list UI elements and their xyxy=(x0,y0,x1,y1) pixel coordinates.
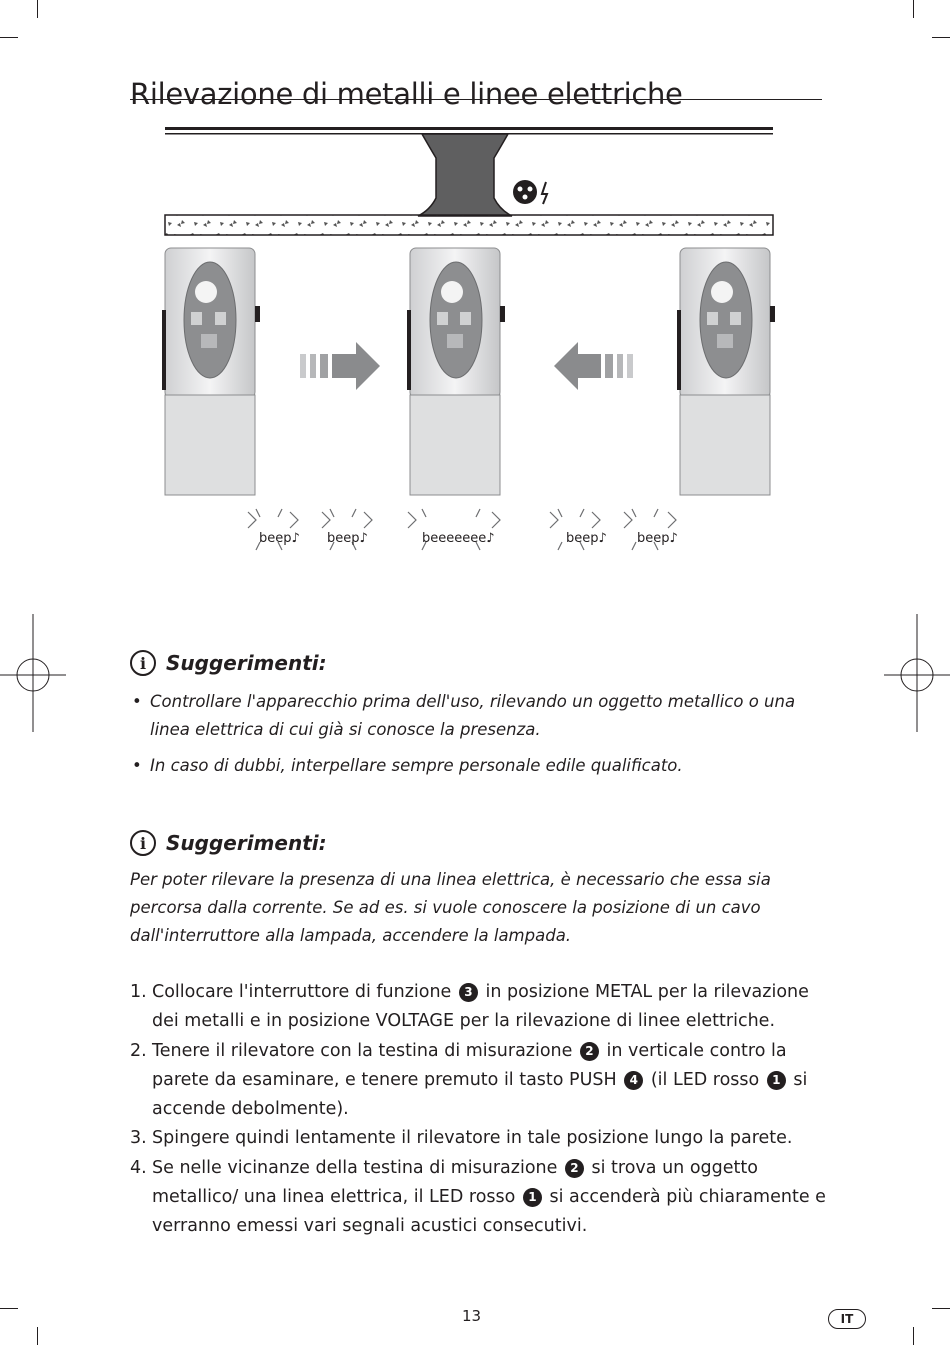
ref-number-icon: 3 xyxy=(459,983,478,1002)
info-icon: i xyxy=(130,650,156,676)
tip-bullet: • In caso di dubbi, interpellare sempre personale edile qualificato. xyxy=(130,752,830,780)
tips-heading-1: i Suggerimenti: xyxy=(130,650,327,676)
step-item: 3. Spingere quindi lentamente il rilevatore in tale posizione lungo la parete. xyxy=(130,1128,793,1149)
step-item: 1. Collocare l'interruttore di funzione 3 in posizione METAL per la rilevazione dei metalli e in posizione VOLTAGE per la rilevazione di linee elettriche. xyxy=(130,982,809,1032)
beep-label-4: beep♪ xyxy=(637,531,678,546)
ref-number-icon: 2 xyxy=(565,1159,584,1178)
tip-bullet: • Controllare l'apparecchio prima dell'uso, rilevando un oggetto metallico o una linea elettrica di cui già si conosce la presenza. xyxy=(130,688,830,744)
tips-heading-2: i Suggerimenti: xyxy=(130,830,327,856)
ref-number-icon: 1 xyxy=(523,1188,542,1207)
step-item: 2. Tenere il rilevatore con la testina di misurazione 2 in verticale contro la parete da esaminare, e tenere premuto il tasto PUSH 4 (il LED rosso 1 si accende debolmente). xyxy=(130,1040,808,1120)
info-icon: i xyxy=(130,830,156,856)
tips-paragraph: Per poter rilevare la presenza di una linea elettrica, è necessario che essa sia percorsa dalla corrente. Se ad es. si vuole conoscere la posizione di un cavo dall'interruttore alla lampada, accendere la lampada. xyxy=(130,870,771,945)
detector-illustration xyxy=(160,120,780,575)
page-title: Rilevazione di metalli e linee elettriche xyxy=(130,77,683,112)
ref-number-icon: 1 xyxy=(767,1071,786,1090)
ref-number-icon: 4 xyxy=(624,1071,643,1090)
beep-label-2: beep♪ xyxy=(327,531,368,546)
beep-label-3: beep♪ xyxy=(566,531,607,546)
beep-label-1: beep♪ xyxy=(259,531,300,546)
ref-number-icon: 2 xyxy=(580,1042,599,1061)
language-badge: IT xyxy=(828,1309,866,1329)
title-rule xyxy=(130,99,822,100)
page-number: 13 xyxy=(462,1307,482,1325)
step-item: 4. Se nelle vicinanze della testina di misurazione 2 si trova un oggetto metallico/ una linea elettrica, il LED rosso 1 si accenderà più chiaramente e verranno emessi vari segnali acustici consecutivi. xyxy=(130,1157,826,1237)
instruction-steps xyxy=(130,978,830,1242)
registration-mark-right xyxy=(880,610,950,740)
beep-label-long: beeeeeee♪ xyxy=(422,531,495,546)
registration-mark-left xyxy=(0,610,70,740)
tips-bullet-list xyxy=(130,688,830,788)
